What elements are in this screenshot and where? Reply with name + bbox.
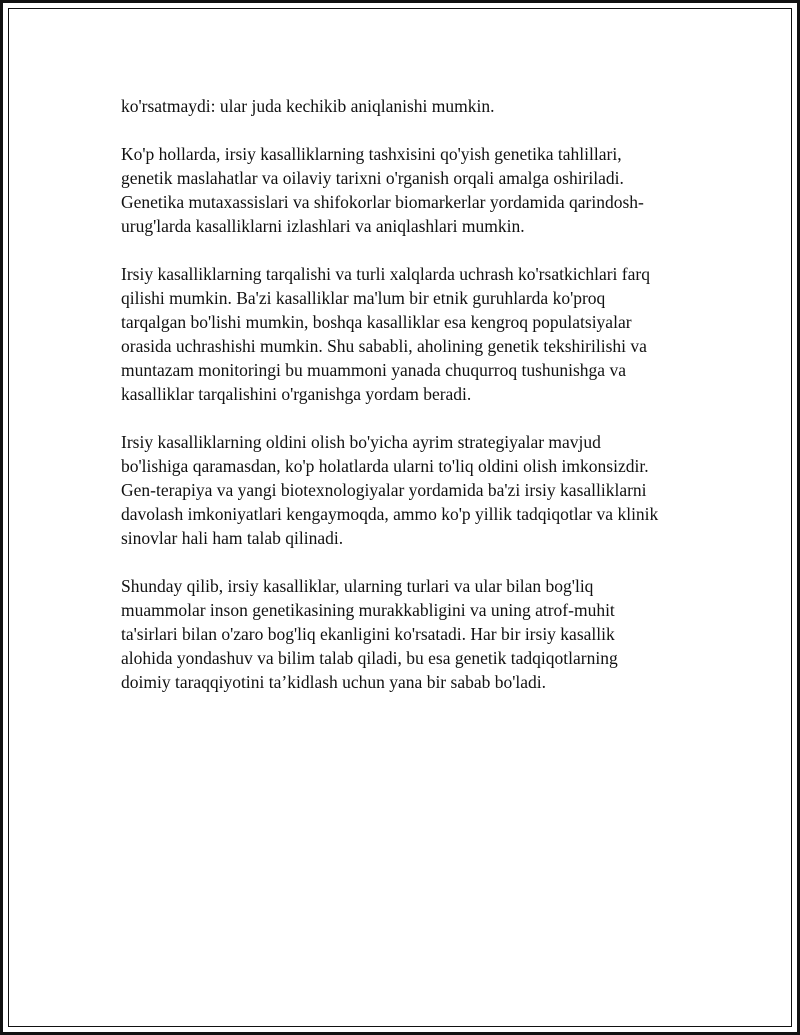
document-body bbox=[121, 94, 711, 718]
paragraph-3: Irsiy kasalliklarning tarqalishi va turli xalqlarda uchrash ko'rsatkichlari farq qilishi mumkin. Ba'zi kasalliklar ma'lum bir etnik guruhlarda ko'proq tarqalgan bo'lishi mumkin, boshqa kasalliklar esa kengroq populatsiyalar orasida uchrashishi mumkin. Shu sababli, aholining genetik tekshirilishi va muntazam monitoringi bu muammoni yanada chuqurroq tushunishga va kasalliklar tarqalishini o'rganishga yordam beradi. bbox=[121, 264, 650, 404]
paragraph-5: Shunday qilib, irsiy kasalliklar, ularning turlari va ular bilan bog'liq muammolar inson genetikasining murakkabligini va uning atrof-muhit ta'sirlari bilan o'zaro bog'liq ekanligini ko'rsatadi. Har bir irsiy kasallik alohida yondashuv va bilim talab qiladi, bu esa genetik tadqiqotlarning doimiy taraqqiyotini ta’kidlash uchun yana bir sabab bo'ladi. bbox=[121, 576, 618, 692]
paragraph-4: Irsiy kasalliklarning oldini olish bo'yicha ayrim strategiyalar mavjud bo'lishiga qaramasdan, ko'p holatlarda ularni to'liq oldini olish imkonsizdir. Gen-terapiya va yangi biotexnologiyalar yordamida ba'zi irsiy kasalliklarni davolash imkoniyatlari kengaymoqda, ammo ko'p yillik tadqiqotlar va klinik sinovlar hali ham talab qilinadi. bbox=[121, 432, 659, 548]
paragraph-2: Ko'p hollarda, irsiy kasalliklarning tashxisini qo'yish genetika tahlillari, genetik maslahatlar va oilaviy tarixni o'rganish orqali amalga oshiriladi. Genetika mutaxassislari va shifokorlar biomarkerlar yordamida qarindosh- urug'larda kasalliklarni izlashlari va aniqlashlari mumkin. bbox=[121, 144, 644, 236]
paragraph-1: ko'rsatmaydi: ular juda kechikib aniqlanishi mumkin. bbox=[121, 96, 495, 116]
